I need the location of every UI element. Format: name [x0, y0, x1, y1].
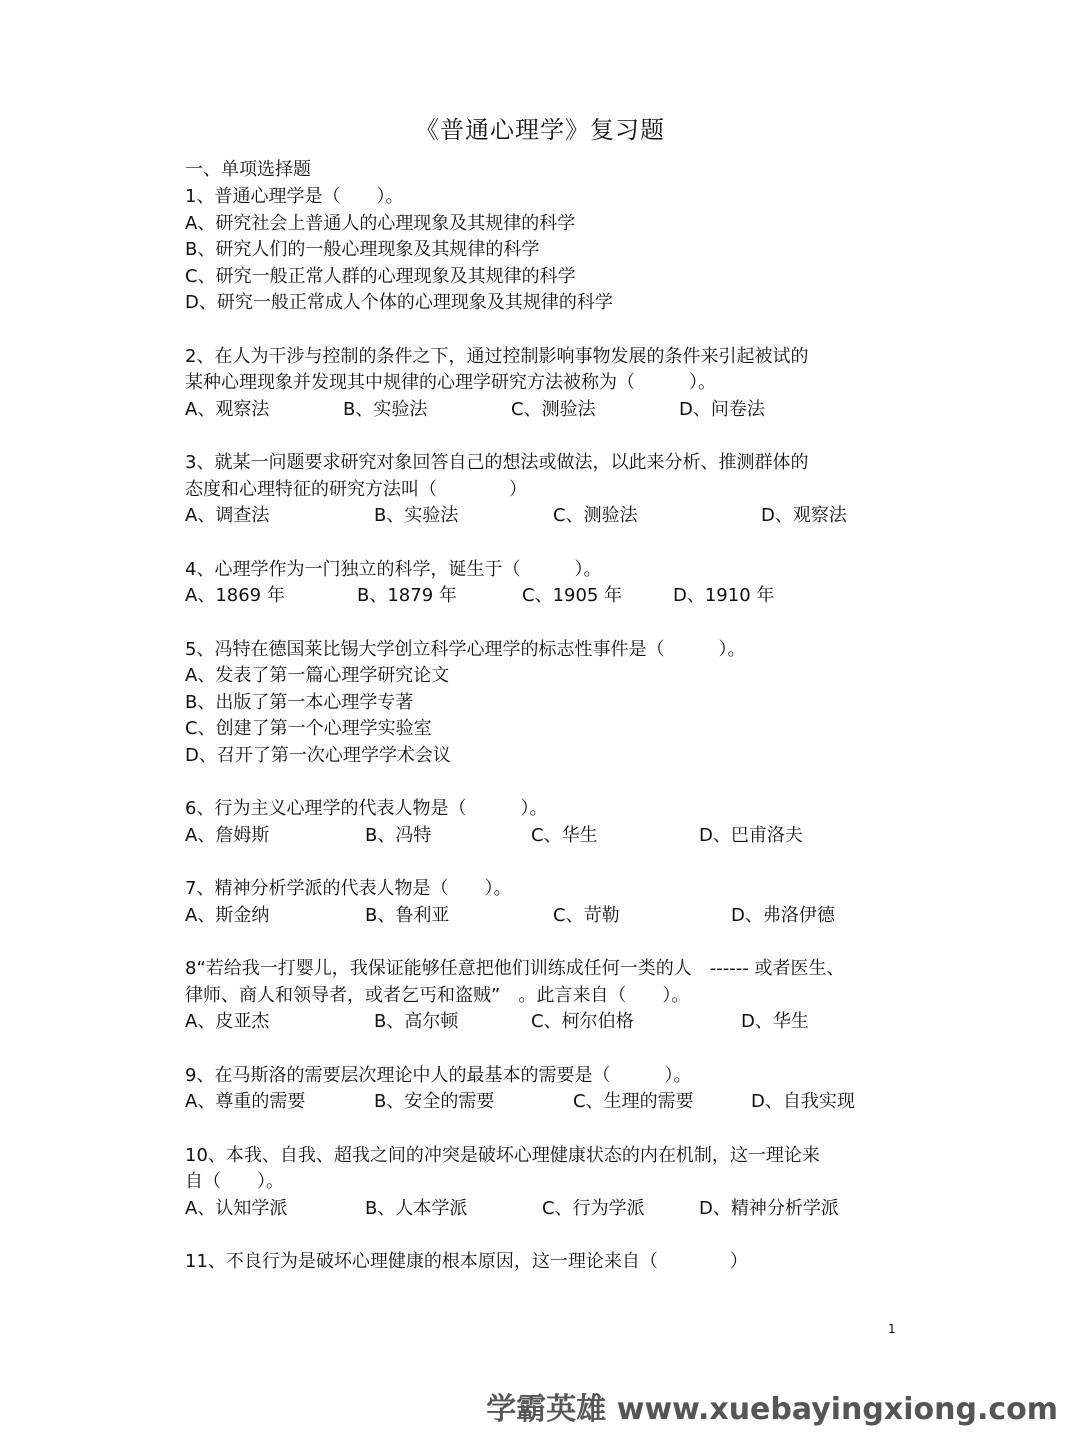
- option-d: D、巴甫洛夫: [699, 824, 803, 846]
- question-stem: 11、不良行为是破坏心理健康的根本原因，这一理论来自（ ）: [185, 1251, 748, 1272]
- option-c: C、测验法: [553, 505, 638, 526]
- question-stem: 4、心理学作为一门独立的科学，诞生于（ ）。: [185, 558, 602, 580]
- option-d: D、召开了第一次心理学学术会议: [185, 744, 451, 766]
- option-b: B、安全的需要: [374, 1091, 495, 1112]
- question-3: [185, 450, 905, 530]
- option-b: B、研究人们的一般心理现象及其规律的科学: [185, 239, 540, 260]
- option-d: D、华生: [741, 1011, 809, 1032]
- question-stem-cont: 自（ ）。: [185, 1171, 284, 1192]
- question-stem-cont: 律师、商人和领导者，或者乞丐和盗贼” 。此言来自（ ）。: [185, 984, 690, 1006]
- question-6: [185, 796, 905, 849]
- page-title: 《普通心理学》复习题: [415, 116, 665, 144]
- question-11: [185, 1249, 905, 1276]
- option-row: [185, 903, 905, 930]
- option-row: [185, 1196, 905, 1223]
- question-9: [185, 1063, 905, 1116]
- page-number: 1: [888, 1322, 896, 1336]
- option-c: C、生理的需要: [573, 1091, 694, 1112]
- question-list: [185, 184, 905, 1276]
- question-stem: 5、冯特在德国莱比锡大学创立科学心理学的标志性事件是（ ）。: [185, 638, 746, 660]
- option-b: B、1879 年: [357, 585, 457, 606]
- section-heading: 一、单项选择题: [185, 159, 311, 180]
- option-b: B、鲁利亚: [365, 904, 450, 926]
- option-row: [185, 503, 905, 530]
- question-stem: 6、行为主义心理学的代表人物是（ ）。: [185, 798, 548, 819]
- option-a: A、研究社会上普通人的心理现象及其规律的科学: [185, 212, 576, 234]
- option-a: A、斯金纳: [185, 904, 270, 926]
- question-stem-cont: 态度和心理特征的研究方法叫（ ）: [185, 478, 527, 500]
- option-a: A、观察法: [185, 398, 270, 420]
- watermark: 学霸英雄 www.xuebayingxiong.com: [486, 1392, 1058, 1427]
- question-stem: 8“若给我一打婴儿，我保证能够任意把他们训练成任何一类的人 ------ 或者医生、: [185, 958, 845, 979]
- option-d: D、研究一般正常成人个体的心理现象及其规律的科学: [185, 292, 613, 313]
- option-c: C、华生: [531, 824, 598, 846]
- question-stem: 9、在马斯洛的需要层次理论中人的最基本的需要是（ ）。: [185, 1064, 692, 1086]
- option-a: A、认知学派: [185, 1197, 288, 1219]
- option-d: D、精神分析学派: [699, 1197, 839, 1219]
- option-row: [185, 583, 905, 610]
- question-4: [185, 557, 905, 610]
- option-row: [185, 397, 905, 424]
- question-stem: 3、就某一问题要求研究对象回答自己的想法或做法，以此来分析、推测群体的: [185, 452, 809, 473]
- option-d: D、自我实现: [751, 1091, 855, 1112]
- question-2: [185, 344, 905, 424]
- question-5: [185, 637, 905, 770]
- option-c: C、测验法: [511, 398, 596, 420]
- option-c: C、1905 年: [522, 585, 623, 606]
- option-a: A、皮亚杰: [185, 1011, 270, 1032]
- option-a: A、发表了第一篇心理学研究论文: [185, 665, 450, 686]
- option-a: A、调查法: [185, 505, 270, 526]
- option-b: B、冯特: [365, 824, 432, 846]
- option-a: A、詹姆斯: [185, 824, 270, 846]
- option-c: C、创建了第一个心理学实验室: [185, 718, 432, 739]
- question-stem: 2、在人为干涉与控制的条件之下，通过控制影响事物发展的条件来引起被试的: [185, 345, 809, 367]
- option-row: [185, 1009, 905, 1036]
- option-c: C、苛勒: [553, 904, 620, 926]
- option-b: B、人本学派: [365, 1197, 468, 1219]
- question-10: [185, 1143, 905, 1223]
- option-d: D、弗洛伊德: [731, 904, 835, 926]
- question-1: [185, 184, 905, 317]
- option-c: C、柯尔伯格: [531, 1011, 634, 1032]
- question-8: [185, 956, 905, 1036]
- option-a: A、尊重的需要: [185, 1091, 306, 1112]
- question-stem: 7、精神分析学派的代表人物是（ ）。: [185, 878, 512, 899]
- option-b: B、高尔顿: [374, 1011, 459, 1032]
- option-b: B、实验法: [374, 505, 459, 526]
- option-a: A、1869 年: [185, 585, 285, 606]
- option-d: D、观察法: [761, 505, 847, 526]
- option-c: C、研究一般正常人群的心理现象及其规律的科学: [185, 265, 576, 287]
- option-b: B、出版了第一本心理学专著: [185, 691, 414, 713]
- option-d: D、1910 年: [673, 585, 775, 606]
- option-b: B、实验法: [343, 398, 428, 420]
- option-c: C、行为学派: [542, 1197, 645, 1219]
- question-stem: 10、本我、自我、超我之间的冲突是破坏心理健康状态的内在机制，这一理论来: [185, 1144, 820, 1166]
- option-row: [185, 1089, 905, 1116]
- question-stem-cont: 某种心理现象并发现其中规律的心理学研究方法被称为（ ）。: [185, 372, 716, 393]
- option-d: D、问卷法: [679, 398, 765, 420]
- question-7: [185, 876, 905, 929]
- option-row: [185, 823, 905, 850]
- question-stem: 1、普通心理学是（ ）。: [185, 186, 404, 207]
